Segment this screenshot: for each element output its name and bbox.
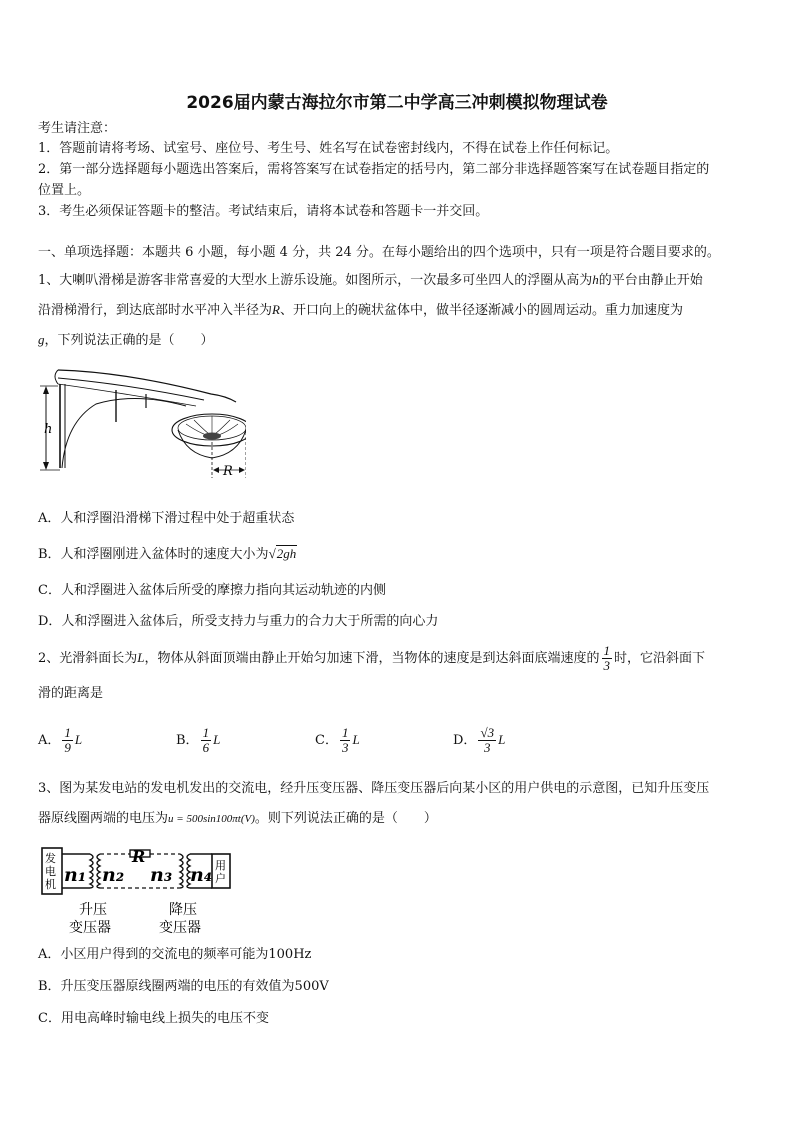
notice-item-2-cont: 位置上。: [38, 183, 91, 198]
q3-option-b: B．升压变压器原线圈两端的电压的有效值为500V: [38, 979, 329, 994]
q3-stem-line2: 器原线圈两端的电压为u = 500sin100πt(V)。则下列说法正确的是（ ）: [38, 811, 437, 826]
q1-stem-line2: 沿滑梯滑行，到达底部时水平冲入半径为R、开口向上的碗状盆体中，做半径逐渐减小的圆周运动。重力加速度为: [38, 302, 683, 318]
q1-option-b: B．人和浮圈刚进入盆体时的速度大小为√2gh: [38, 546, 297, 562]
q1-stem-line1: 1、大喇叭滑梯是游客非常喜爱的大型水上游乐设施。如图所示，一次最多可坐四人的浮圈从高为h的平台由静止开始: [38, 272, 703, 288]
n4-label: n₄: [190, 864, 213, 886]
step-down-caption-2: 变压器: [159, 920, 201, 936]
water-slide-figure: [36, 362, 246, 480]
n3-label: n₃: [150, 864, 173, 886]
q2-option-b: B． $\frac{1}{6}$ L: [176, 725, 221, 755]
q2-option-c: C． $\frac{1}{3}$ L: [315, 725, 360, 755]
height-label: h: [44, 422, 53, 437]
page-title: 2026届内蒙古海拉尔市第二中学高三冲刺模拟物理试卷: [186, 93, 608, 113]
q1-option-a: A．人和浮圈沿滑梯下滑过程中处于超重状态: [38, 511, 295, 526]
n2-label: n₂: [102, 864, 125, 886]
section-heading: 一、单项选择题：本题共 6 小题，每小题 4 分，共 24 分。在每小题给出的四个选项中，只有一项是符合题目要求的。: [38, 245, 720, 260]
generator-label-3: 机: [45, 878, 56, 891]
notice-item-3: 3．考生必须保证答题卡的整洁。考试结束后，请将本试卷和答题卡一并交回。: [38, 204, 489, 219]
q3-option-c: C．用电高峰时输电线上损失的电压不变: [38, 1011, 269, 1026]
radius-label: R: [223, 464, 233, 479]
step-down-caption-1: 降压: [169, 902, 197, 918]
generator-label-2: 电: [45, 865, 56, 878]
q2-stem-line2: 滑的距离是: [38, 686, 104, 701]
user-label-2: 户: [215, 872, 226, 885]
q2-option-d: D． $\frac{√3}{3}$ L: [453, 725, 506, 755]
q1-option-c: C．人和浮圈进入盆体后所受的摩擦力指向其运动轨迹的内侧: [38, 583, 386, 598]
q1-option-d: D．人和浮圈进入盆体后，所受支持力与重力的合力大于所需的向心力: [38, 614, 439, 629]
step-up-caption-1: 升压: [79, 902, 107, 918]
q2-option-a: A． $\frac{1}{9}$ L: [38, 725, 83, 755]
generator-label-1: 发: [45, 852, 56, 865]
q1-stem-line3: g，下列说法正确的是（ ）: [38, 332, 214, 348]
n1-label: n₁: [64, 864, 87, 886]
user-label-1: 用: [215, 859, 226, 872]
q3-stem-line1: 3、图为某发电站的发电机发出的交流电，经升压变压器、降压变压器后向某小区的用户供电的示意图，已知升压变压: [38, 781, 710, 796]
resistor-label: R: [132, 847, 146, 866]
power-transmission-diagram: [40, 842, 240, 938]
notice-item-2: 2．第一部分选择题每小题选出答案后，需将答案写在试卷指定的括号内，第二部分非选择题答案写在试卷题目指定的: [38, 162, 710, 177]
notice-heading: 考生请注意：: [38, 121, 117, 136]
step-up-caption-2: 变压器: [69, 920, 111, 936]
q3-option-a: A．小区用户得到的交流电的频率可能为100Hz: [38, 947, 312, 962]
q2-stem-line1: 2、光滑斜面长为L，物体从斜面顶端由静止开始匀加速下滑，当物体的速度是到达斜面底端速度的 $\frac{1}{3}$ 时，它沿斜面下: [38, 643, 706, 673]
notice-item-1: 1．答题前请将考场、试室号、座位号、考生号、姓名写在试卷密封线内，不得在试卷上作任何标记。: [38, 141, 619, 156]
